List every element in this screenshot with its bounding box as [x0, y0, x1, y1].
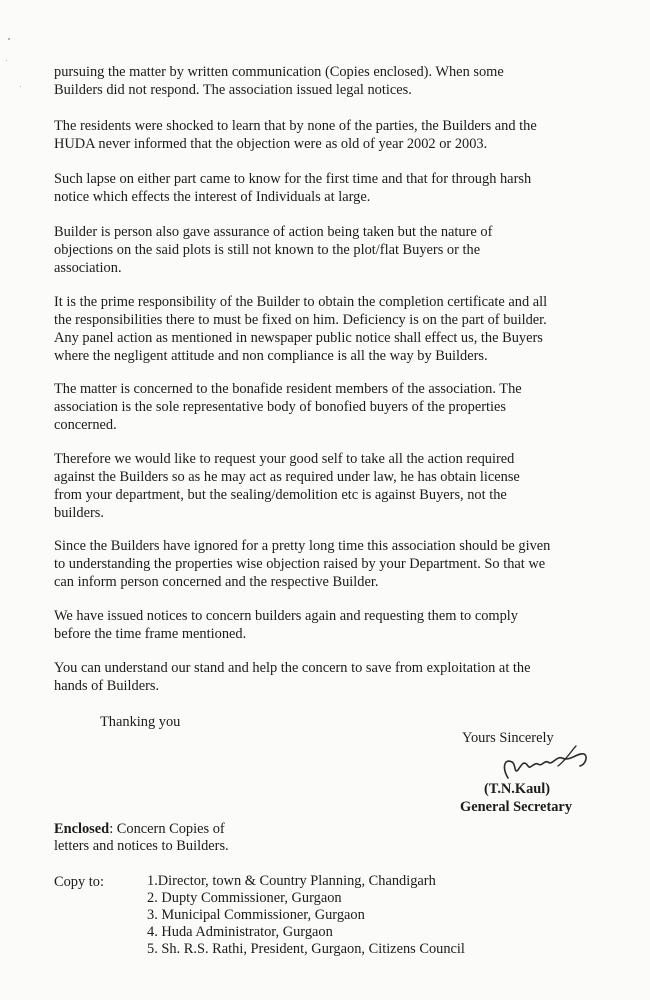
paragraph-8: [54, 537, 604, 591]
paragraph-line: HUDA never informed that the objection were as old of year 2002 or 2003.: [54, 136, 488, 152]
paragraph-7: [54, 450, 604, 522]
paragraph-line: The matter is concerned to the bonafide resident members of the association. The: [54, 381, 522, 397]
paragraph-line: You can understand our stand and help the concern to save from exploitation at the: [54, 660, 531, 676]
paragraph-line: pursuing the matter by written communication (Copies enclosed). When some: [54, 64, 504, 80]
paragraph-4: [54, 223, 604, 277]
paragraph-line: to understanding the properties wise objection raised by your Department. So that we: [54, 556, 546, 572]
paragraph-line: builders.: [54, 505, 104, 521]
paragraph-line: before the time frame mentioned.: [54, 626, 247, 642]
paragraph-line: It is the prime responsibility of the Builder to obtain the completion certificate and all: [54, 294, 548, 310]
copy-to-item: 3. Municipal Commissioner, Gurgaon: [147, 907, 365, 923]
paragraph-line: the responsibilities there to must be fixed on him. Deficiency is on the part of builder.: [54, 312, 547, 328]
paragraph-line: Such lapse on either part came to know for the first time and that for through harsh: [54, 171, 532, 187]
paragraph-line: Builder is person also gave assurance of action being taken but the nature of: [54, 224, 493, 240]
copy-to-item: 4. Huda Administrator, Gurgaon: [147, 924, 333, 940]
yours-sincerely: Yours Sincerely: [462, 730, 554, 746]
signature: [496, 742, 596, 784]
signatory-title: General Secretary: [460, 799, 573, 815]
paragraph-6: [54, 380, 604, 434]
signatory-name: (T.N.Kaul): [484, 781, 551, 797]
paragraph-line: association is the sole representative body of bonofied buyers of the properties: [54, 399, 506, 415]
scan-speck: [8, 38, 10, 40]
enclosed-text: : Concern Copies of: [109, 821, 225, 837]
paragraph-3: [54, 170, 604, 206]
copy-to-item: 5. Sh. R.S. Rathi, President, Gurgaon, Citizens Council: [147, 941, 465, 957]
paragraph-line: from your department, but the sealing/demolition etc is against Buyers, not the: [54, 487, 507, 503]
paragraph-line: concerned.: [54, 417, 117, 433]
paragraph-line: against the Builders so as he may act as required under law, he has obtain license: [54, 469, 520, 485]
paragraph-line: Therefore we would like to request your good self to take all the action required: [54, 451, 515, 467]
enclosed-line-1: [54, 820, 225, 838]
paragraph-line: Builders did not respond. The association issued legal notices.: [54, 82, 412, 98]
copy-to-item: 1.Director, town & Country Planning, Chandigarh: [147, 873, 436, 889]
paragraph-line: association.: [54, 260, 122, 276]
scan-speck: [20, 86, 21, 87]
enclosed-label: Enclosed: [54, 821, 110, 837]
paragraph-9: [54, 607, 604, 643]
enclosed-line-2: letters and notices to Builders.: [54, 838, 229, 854]
paragraph-line: The residents were shocked to learn that by none of the parties, the Builders and the: [54, 118, 537, 134]
scan-speck: [6, 60, 7, 61]
thanking-you: Thanking you: [100, 714, 181, 730]
paragraph-line: where the negligent attitude and non compliance is all the way by Builders.: [54, 348, 488, 364]
paragraph-2: [54, 117, 604, 153]
paragraph-line: hands of Builders.: [54, 678, 160, 694]
paragraph-10: [54, 659, 604, 695]
paragraph-line: can inform person concerned and the respective Builder.: [54, 574, 379, 590]
paragraph-line: Since the Builders have ignored for a pretty long time this association should be given: [54, 538, 551, 554]
paragraph-1: [54, 63, 604, 99]
paragraph-line: Any panel action as mentioned in newspaper public notice shall effect us, the Buyers: [54, 330, 543, 346]
copy-to-label: Copy to:: [54, 874, 104, 890]
paragraph-line: objections on the said plots is still not known to the plot/flat Buyers or the: [54, 242, 481, 258]
paragraph-5: [54, 293, 604, 365]
paragraph-line: notice which effects the interest of Individuals at large.: [54, 189, 371, 205]
copy-to-item: 2. Dupty Commissioner, Gurgaon: [147, 890, 342, 906]
paragraph-line: We have issued notices to concern builders again and requesting them to comply: [54, 608, 519, 624]
